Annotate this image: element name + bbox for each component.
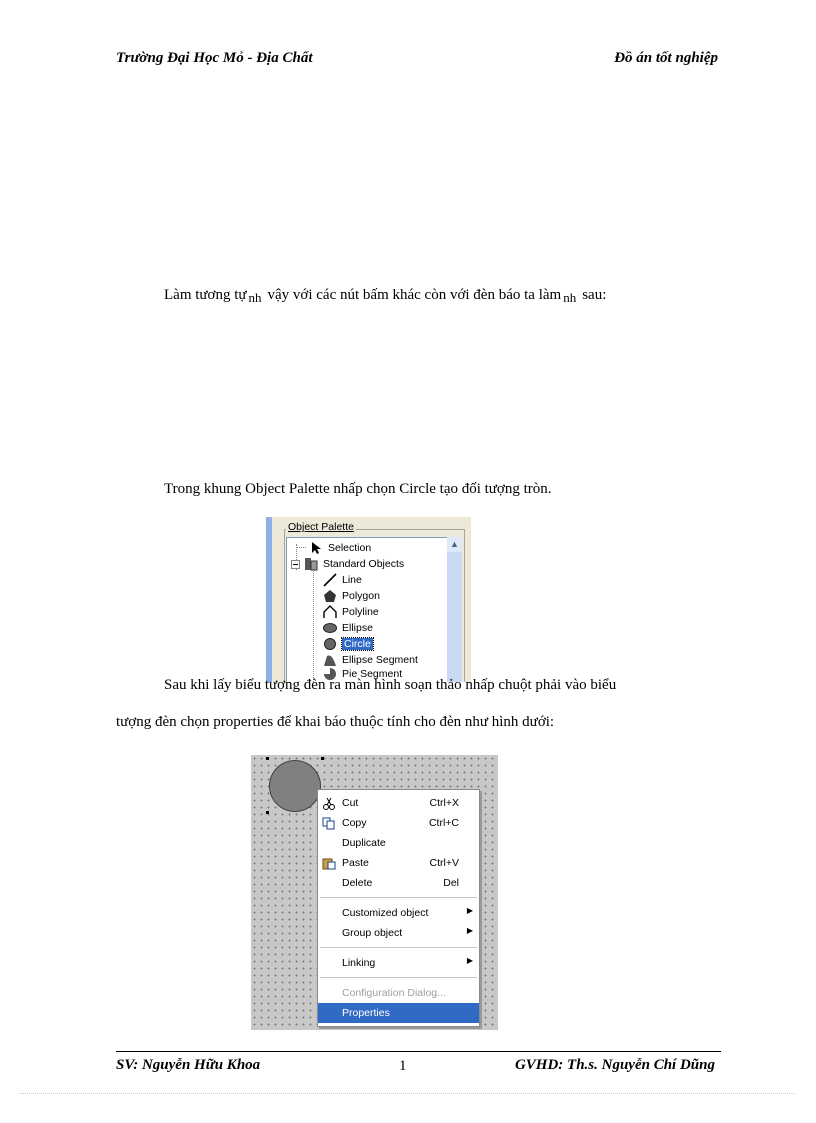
p1-sub-2: nh xyxy=(563,290,577,305)
menu-item-linking[interactable]: Linking ▶ xyxy=(342,956,473,969)
palette-scrollbar[interactable] xyxy=(447,537,462,682)
palette-tree[interactable] xyxy=(286,537,448,682)
palette-item-line[interactable]: Line xyxy=(323,572,362,588)
menu-item-duplicate[interactable]: Duplicate xyxy=(342,837,386,849)
paragraph-properties-line1: Sau khi lấy biểu tượng đèn ra màn hình soạn thảo nhấp chuột phải vào biểu xyxy=(164,677,617,693)
footer-advisor: GVHD: Th.s. Nguyễn Chí Dũng xyxy=(514,1057,715,1073)
resize-handle[interactable] xyxy=(321,757,324,760)
polyline-icon xyxy=(323,605,337,619)
page-number: 1 xyxy=(399,1058,407,1074)
arrow-cursor-icon xyxy=(309,541,323,555)
menu-item-delete[interactable]: Delete Del xyxy=(342,877,459,889)
collapse-minus-icon[interactable] xyxy=(291,560,300,569)
menu-item-customized-object[interactable]: Customized object ▶ xyxy=(342,906,473,919)
menu-item-group-object[interactable]: Group object ▶ xyxy=(342,926,473,939)
standard-objects-icon xyxy=(304,557,318,571)
p1-text-a: Làm tương tự xyxy=(164,287,247,303)
page-bottom-border xyxy=(20,1093,796,1094)
palette-item-pie-segment[interactable]: Pie Segment xyxy=(323,666,402,682)
menu-separator xyxy=(320,977,477,978)
palette-item-polyline[interactable]: Polyline xyxy=(323,604,379,620)
context-menu xyxy=(317,789,480,1027)
menu-item-properties[interactable]: Properties xyxy=(318,1003,479,1023)
polygon-icon xyxy=(323,589,337,603)
palette-window-edge xyxy=(266,517,272,682)
palette-item-ellipse-segment[interactable]: Ellipse Segment xyxy=(323,652,418,668)
palette-item-standard-objects[interactable]: Standard Objects xyxy=(291,556,404,572)
palette-title: Object Palette xyxy=(288,521,354,533)
menu-item-cut[interactable]: Cut Ctrl+X xyxy=(318,793,479,813)
menu-item-configuration-dialog: Configuration Dialog... xyxy=(342,987,446,999)
submenu-arrow-icon: ▶ xyxy=(466,956,473,965)
palette-item-circle[interactable]: Circle xyxy=(323,636,373,652)
circle-icon xyxy=(323,637,337,651)
menu-separator xyxy=(320,947,477,948)
paste-icon xyxy=(322,857,336,870)
object-palette-screenshot xyxy=(266,517,471,682)
palette-item-selection[interactable]: Selection xyxy=(309,540,371,556)
ellipse-icon xyxy=(323,621,337,635)
palette-item-polygon[interactable]: Polygon xyxy=(323,588,380,604)
menu-item-paste[interactable]: Paste Ctrl+V xyxy=(318,853,479,873)
ellipse-segment-icon xyxy=(323,653,337,667)
submenu-arrow-icon: ▶ xyxy=(466,926,473,935)
lamp-circle-object[interactable] xyxy=(269,760,321,812)
submenu-arrow-icon: ▶ xyxy=(466,906,473,915)
menu-separator xyxy=(320,897,477,898)
header-document-type: Đồ án tốt nghiệp xyxy=(614,50,718,66)
resize-handle[interactable] xyxy=(266,811,269,814)
copy-icon xyxy=(322,817,336,830)
paragraph-properties-line2: tượng đèn chọn properties để khai báo thuộc tính cho đèn như hình dưới: xyxy=(116,714,555,730)
footer-student: SV: Nguyễn Hữu Khoa xyxy=(116,1057,261,1073)
header-school-name: Trường Đại Học Mỏ - Địa Chất xyxy=(116,50,313,66)
paragraph-object-palette: Trong khung Object Palette nhấp chọn Circle tạo đối tượng tròn. xyxy=(164,481,552,497)
scroll-up-icon[interactable]: ▲ xyxy=(447,537,462,552)
p1-text-b: vậy với các nút bấm khác còn với đèn báo ta làm xyxy=(267,287,562,303)
scissors-icon xyxy=(322,797,336,810)
editor-canvas-screenshot xyxy=(251,755,498,1030)
palette-item-ellipse[interactable]: Ellipse xyxy=(323,620,373,636)
paragraph-similar-buttons xyxy=(164,287,606,304)
line-icon xyxy=(323,573,337,587)
p1-text-c: sau: xyxy=(582,287,607,303)
footer-rule xyxy=(116,1051,721,1052)
p1-sub-1: nh xyxy=(248,290,262,305)
resize-handle[interactable] xyxy=(266,757,269,760)
menu-item-copy[interactable]: Copy Ctrl+C xyxy=(318,813,479,833)
